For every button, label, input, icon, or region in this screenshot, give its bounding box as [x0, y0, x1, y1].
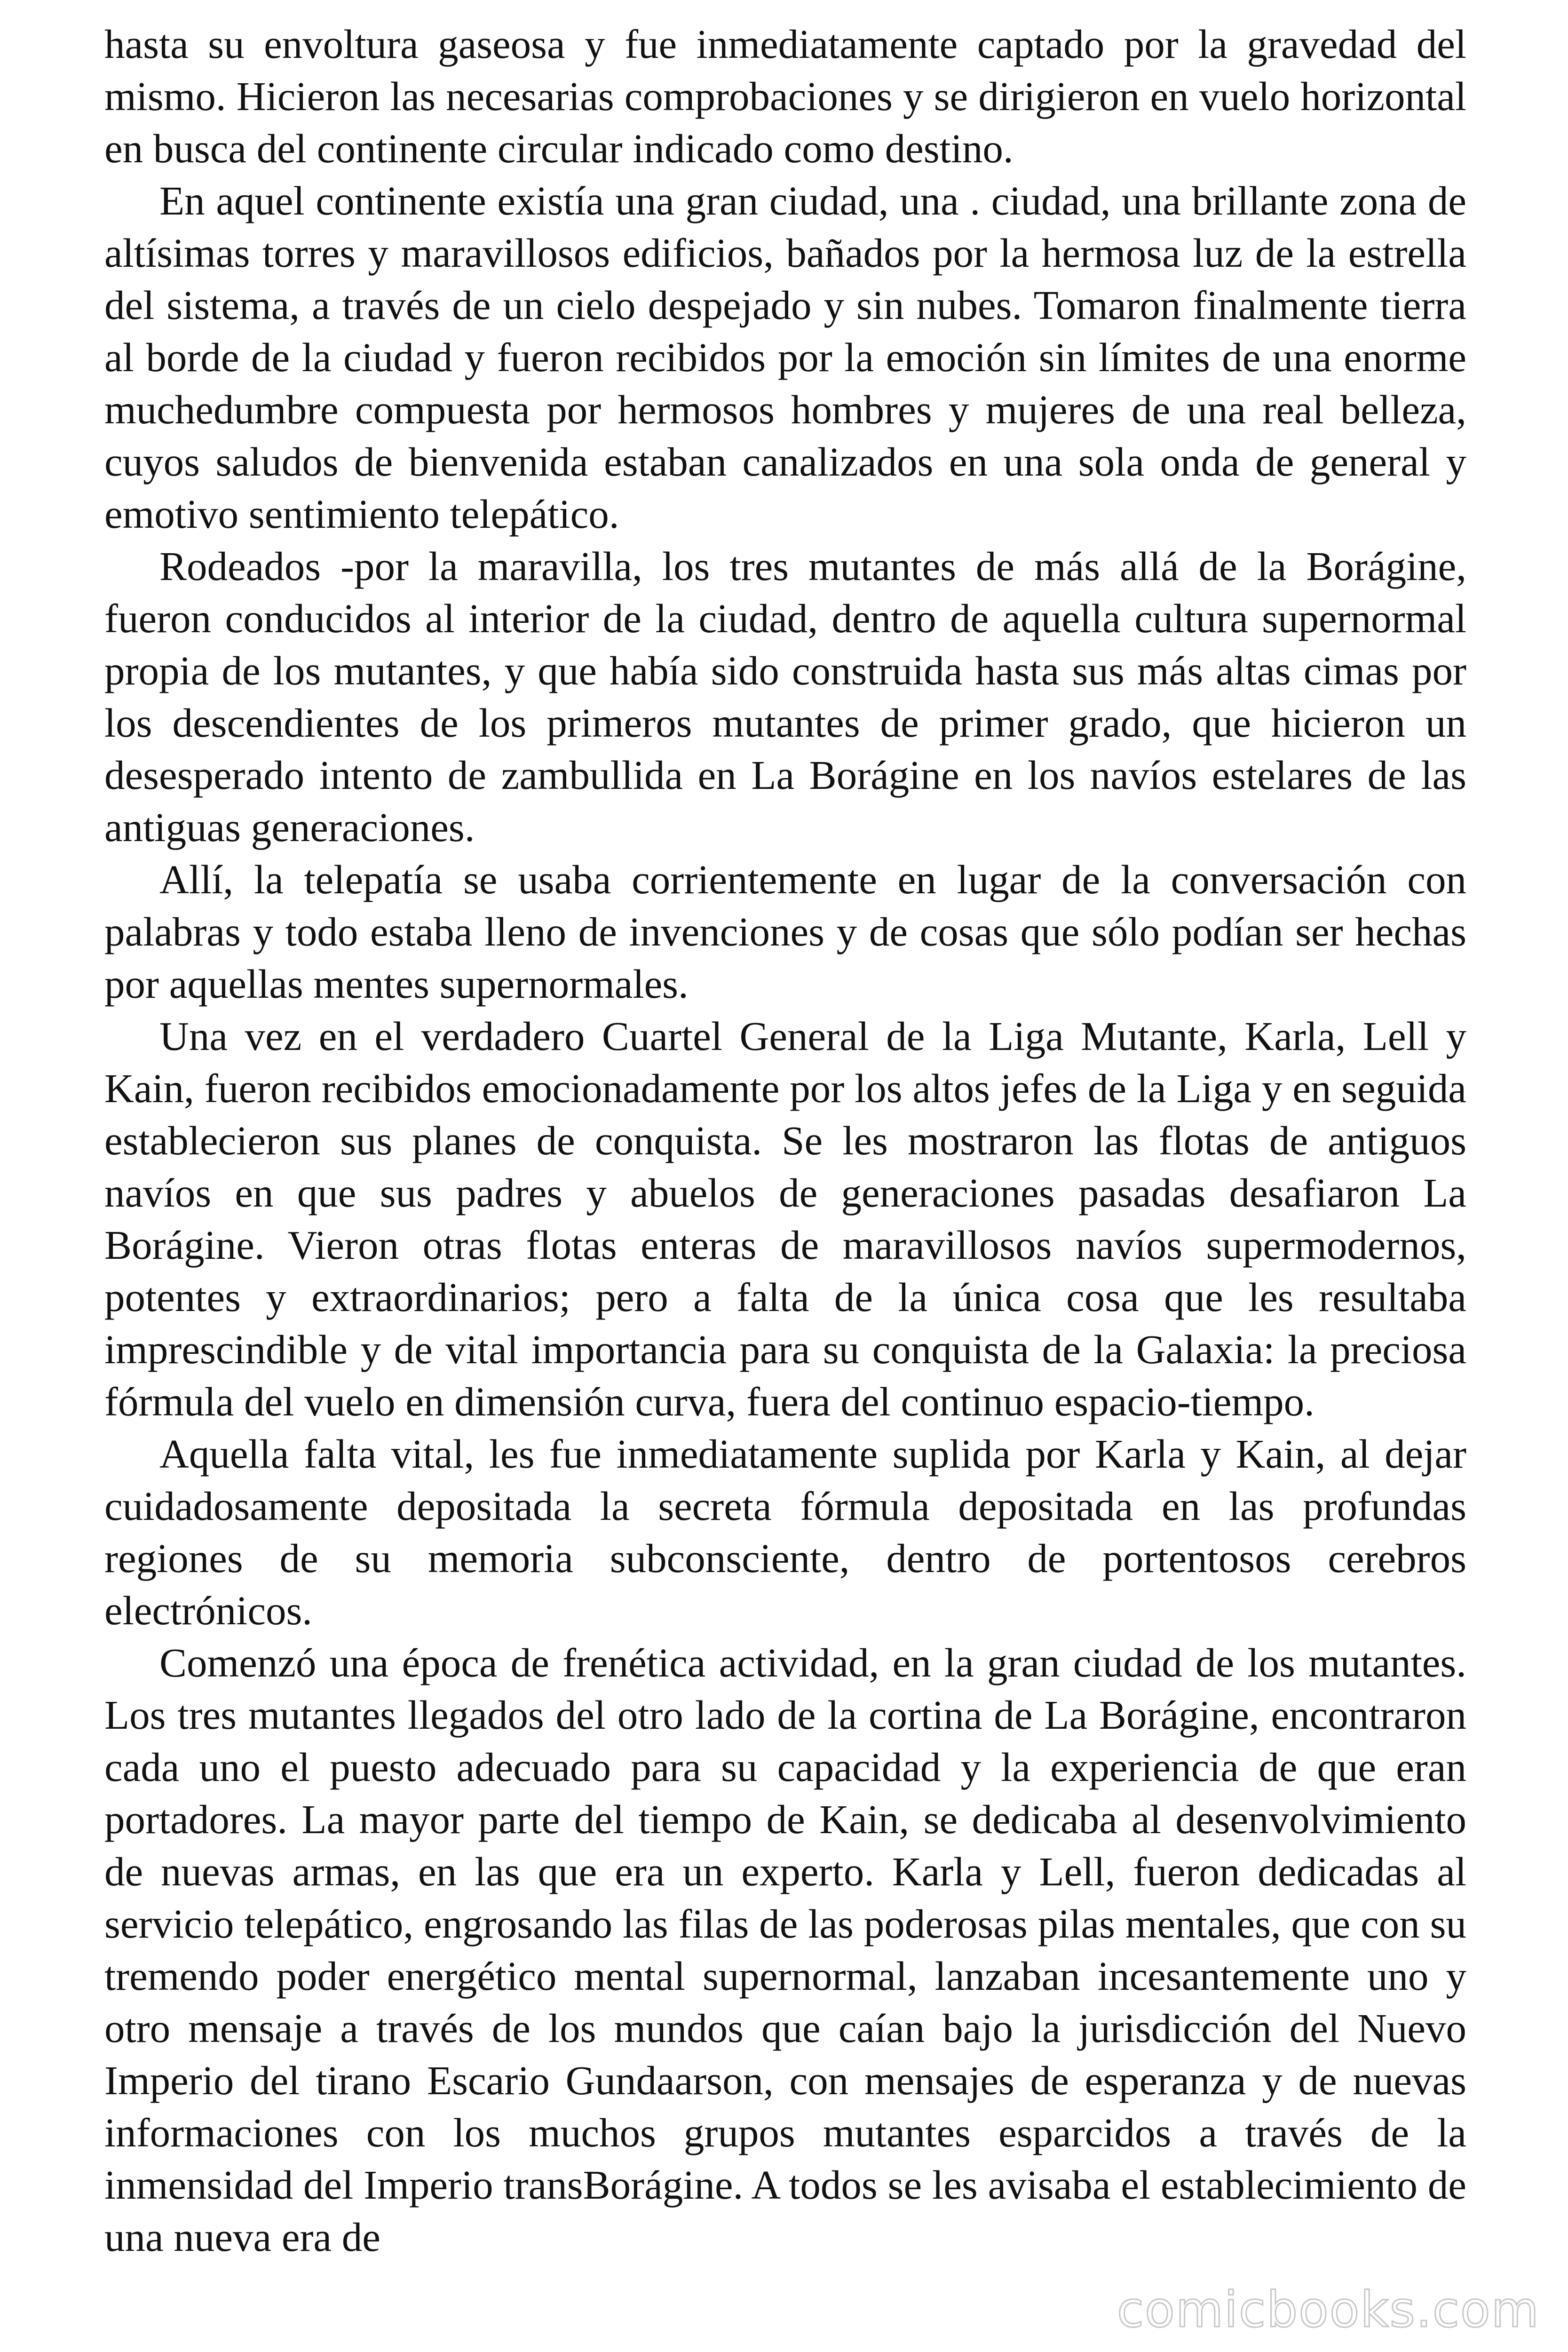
paragraph-2: En aquel continente existía una gran ciudad, una . ciudad, una brillante zona de altísimas torres y maravillosos edificios, bañados por la hermosa luz de la estrella del sistema, a través de un cielo despejado y sin nubes. Tomaron finalmente tierra al borde de la ciudad y fueron recibidos por la emoción sin límites de una enorme muchedumbre compuesta por hermosos hombres y mujeres de una real belleza, cuyos saludos de bienvenida estaban canalizados en una sola onda de general y emotivo sentimiento telepático.: [104, 178, 1466, 537]
page-body: [104, 18, 1466, 2263]
paragraph-7: Comenzó una época de frenética actividad, en la gran ciudad de los mutantes. Los tres mutantes llegados del otro lado de la cortina de La Borágine, encontraron cada uno el puesto adecuado para su capacidad y la experiencia de que eran portadores. La mayor parte del tiempo de Kain, se dedicaba al desenvolvimiento de nuevas armas, en las que era un experto. Karla y Lell, fueron dedicadas al servicio telepático, engrosando las filas de las poderosas pilas mentales, que con su tremendo poder energético mental supernormal, lanzaban incesantemente uno y otro mensaje a través de los mundos que caían bajo la jurisdicción del Nuevo Imperio del tirano Escario Gundaarson, con mensajes de esperanza y de nuevas informaciones con los muchos grupos mutantes esparcidos a través de la inmensidad del Imperio transBorágine. A todos se les avisaba el establecimiento de una nueva era de: [104, 1640, 1466, 2260]
paragraph-1: hasta su envoltura gaseosa y fue inmediatamente captado por la gravedad del mismo. Hicieron las necesarias comprobaciones y se dirigieron en vuelo horizontal en busca del continente circular indicado como destino.: [104, 21, 1466, 171]
paragraph-5: Una vez en el verdadero Cuartel General de la Liga Mutante, Karla, Lell y Kain, fueron recibidos emocionadamente por los altos jefes de la Liga y en seguida establecieron sus planes de conquista. Se les mostraron las flotas de antiguos navíos en que sus padres y abuelos de generaciones pasadas desafiaron La Borágine. Vieron otras flotas enteras de maravillosos navíos supermodernos, potentes y extraordinarios; pero a falta de la única cosa que les resultaba imprescindible y de vital importancia para su conquista de la Galaxia: la preciosa fórmula del vuelo en dimensión curva, fuera del continuo espacio-tiempo.: [104, 1013, 1466, 1424]
paragraph-3: Rodeados -por la maravilla, los tres mutantes de más allá de la Borágine, fueron conducidos al interior de la ciudad, dentro de aquella cultura supernormal propia de los mutantes, y que había sido construida hasta sus más altas cimas por los descendientes de los primeros mutantes de primer grado, que hicieron un desesperado intento de zambullida en La Borágine en los navíos estelares de las antiguas generaciones.: [104, 543, 1466, 850]
paragraph-6: Aquella falta vital, les fue inmediatamente suplida por Karla y Kain, al dejar cuidadosamente depositada la secreta fórmula depositada en las profundas regiones de su memoria subconsciente, dentro de portentosos cerebros electrónicos.: [104, 1431, 1466, 1633]
watermark: comicbooks.com: [1117, 2281, 1540, 2338]
paragraph-4: Allí, la telepatía se usaba corrientemente en lugar de la conversación con palabras y todo estaba lleno de invenciones y de cosas que sólo podían ser hechas por aquellas mentes supernormales.: [104, 857, 1466, 1007]
